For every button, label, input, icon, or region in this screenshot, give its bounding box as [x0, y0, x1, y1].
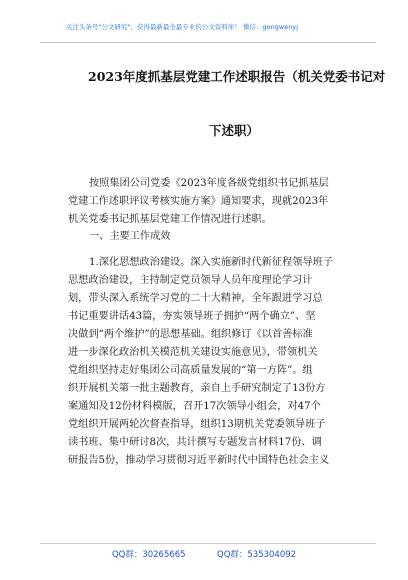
paragraph-line: 读书班、集中研讨8次，共计撰写专题发言材料17份、调: [68, 437, 322, 448]
intro-line: 按照集团公司党委《2023年度各级党组织书记抓基层: [89, 178, 329, 189]
paragraph-line: 案通知及12份材料模版，召开17次领导小组会，对47个: [68, 401, 321, 412]
intro-paragraph: [68, 175, 350, 229]
footer-qq-group-1: QQ群：30265665: [111, 550, 186, 560]
paragraph-line: 划，带头深入系统学习党的二十大精神，全年跟进学习总: [68, 293, 323, 304]
paragraph-line: 决做到“两个维护”的思想基础。组织修订《以首善标准: [68, 329, 313, 340]
document-title-line-2: 下述职）: [209, 123, 260, 138]
intro-line: 机关党委书记抓基层党建工作情况进行述职。: [68, 214, 272, 225]
footer-divider: [40, 543, 376, 544]
paragraph-line: 1.深化思想政治建设。深入实施新时代新征程领导班子: [89, 257, 334, 268]
footer-qq-group-2: QQ群：535304092: [217, 550, 297, 560]
section-heading: [68, 228, 350, 246]
section-heading-text: 一、主要工作成效: [89, 231, 171, 242]
paragraph-line: 思想政治建设，主持制定党员领导人员年度理论学习计: [68, 275, 313, 286]
paragraph-line: 研报告5份，推动学习贯彻习近平新时代中国特色社会主义: [68, 455, 330, 466]
page-header: [0, 0, 408, 58]
header-divider: [40, 42, 376, 43]
intro-line: 党建工作述职评议考核实施方案》通知要求，现就2023年: [68, 196, 329, 207]
body-paragraph: [68, 254, 350, 470]
paragraph-line: 织开展机关第一批主题教育，亲自上手研究制定了13份方: [68, 383, 326, 394]
paragraph-line: 进一步深化政治机关模范机关建设实施意见》，带领机关: [68, 347, 318, 358]
header-banner: 关注头条号"公文研究"，获得最新最全最专业的公文资料库！ 微信：gongwenyj: [66, 23, 299, 31]
paragraph-line: 书记重要讲话43篇，夯实领导班子拥护“两个确立”、坚: [68, 311, 316, 322]
page-footer: [0, 548, 408, 568]
document-title-line-1: 2023年度抓基层党建工作述职报告（机关党委书记对: [88, 69, 386, 84]
paragraph-line: 党组织开展两轮次督查指导，组织13期机关党委领导班子: [68, 419, 326, 430]
paragraph-line: 党组织坚持走好集团公司高质量发展的“第一方阵”。组: [68, 365, 313, 376]
